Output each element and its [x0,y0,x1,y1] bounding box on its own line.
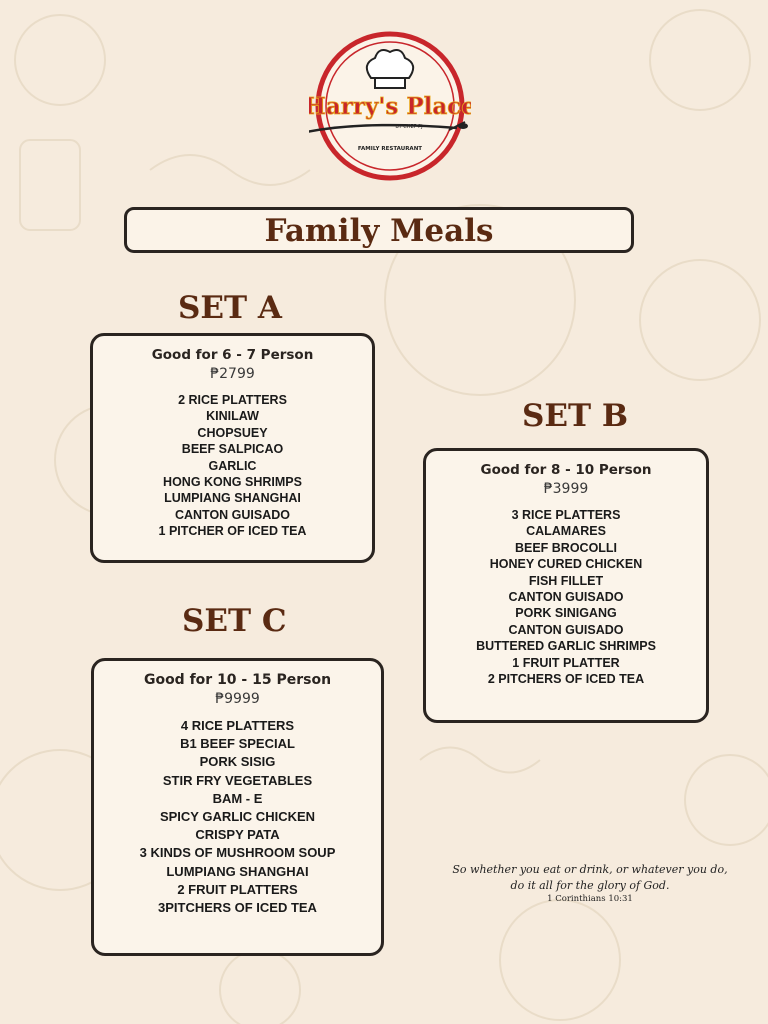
set-b-card [423,448,709,723]
list-item: CANTON GUISADO [508,590,624,605]
list-item: HONEY CURED CHICKEN [489,557,643,572]
list-item: 2 FRUIT PLATTERS [177,881,298,897]
list-item: 1 FRUIT PLATTER [512,655,620,670]
set-a-price: ₱2799 [210,366,255,382]
set-b-title: SET B [522,398,629,434]
page-title: Family Meals [264,213,494,249]
set-a-title: SET A [178,290,282,326]
list-item: 1 PITCHER OF ICED TEA [158,524,307,539]
list-item: 4 RICE PLATTERS [180,718,295,733]
list-item: BAM - E [212,790,263,806]
list-item: LUMPIANG SHANGHAI [166,863,309,879]
list-item: 2 RICE PLATTERS [178,393,287,407]
set-a-good-for: Good for 6 - 7 Person [151,347,314,363]
verse-line-2: do it all for the glory of God. [510,879,670,892]
list-item: 3 KINDS OF MUSHROOM SOUP [139,845,336,861]
logo-brand: Harry's Place [309,93,471,120]
set-c-card [91,658,384,956]
list-item: BEEF SALPICAO [181,442,284,457]
bible-verse [450,862,730,905]
set-a-items [93,392,372,540]
logo-tagline: BY CHEF PJ [395,124,423,130]
title-banner [124,207,634,253]
list-item: STIR FRY VEGETABLES [162,772,313,788]
set-c-items [94,717,381,917]
set-c-good-for: Good for 10 - 15 Person [143,672,332,688]
list-item: BEEF BROCOLLI [514,540,618,555]
list-item: BUTTERED GARLIC SHRIMPS [476,639,656,654]
list-item: CALAMARES [526,524,606,539]
verse-line-1: So whether you eat or drink, or whatever you do, [452,863,728,876]
list-item: PORK SISIG [199,754,276,770]
list-item: HONG KONG SHRIMPS [163,475,302,490]
list-item: CANTON GUISADO [508,622,624,637]
list-item: 2 PITCHERS OF ICED TEA [487,672,645,687]
restaurant-logo [309,30,471,182]
list-item: B1 BEEF SPECIAL [180,736,295,752]
list-item: PORK SINIGANG [515,606,617,621]
list-item: 3 RICE PLATTERS [511,508,621,522]
set-b-good-for: Good for 8 - 10 Person [480,462,652,478]
list-item: KINILAW [206,409,259,424]
set-c-price: ₱9999 [215,691,260,707]
list-item: 3PITCHERS OF ICED TEA [158,900,317,916]
list-item: CANTON GUISADO [174,507,291,522]
list-item: GARLIC [208,458,257,473]
verse-reference: 1 Corinthians 10:31 [547,894,633,904]
set-b-items [426,507,706,687]
list-item: CRISPY PATA [195,827,280,843]
set-c-title: SET C [182,603,287,639]
list-item: LUMPIANG SHANGHAI [164,491,301,506]
list-item: SPICY GARLIC CHICKEN [159,809,316,825]
list-item: CHOPSUEY [197,425,268,440]
set-b-price: ₱3999 [543,481,589,497]
set-a-card [90,333,375,563]
logo-subtitle: FAMILY RESTAURANT [357,146,423,152]
list-item: FISH FILLET [528,573,604,588]
